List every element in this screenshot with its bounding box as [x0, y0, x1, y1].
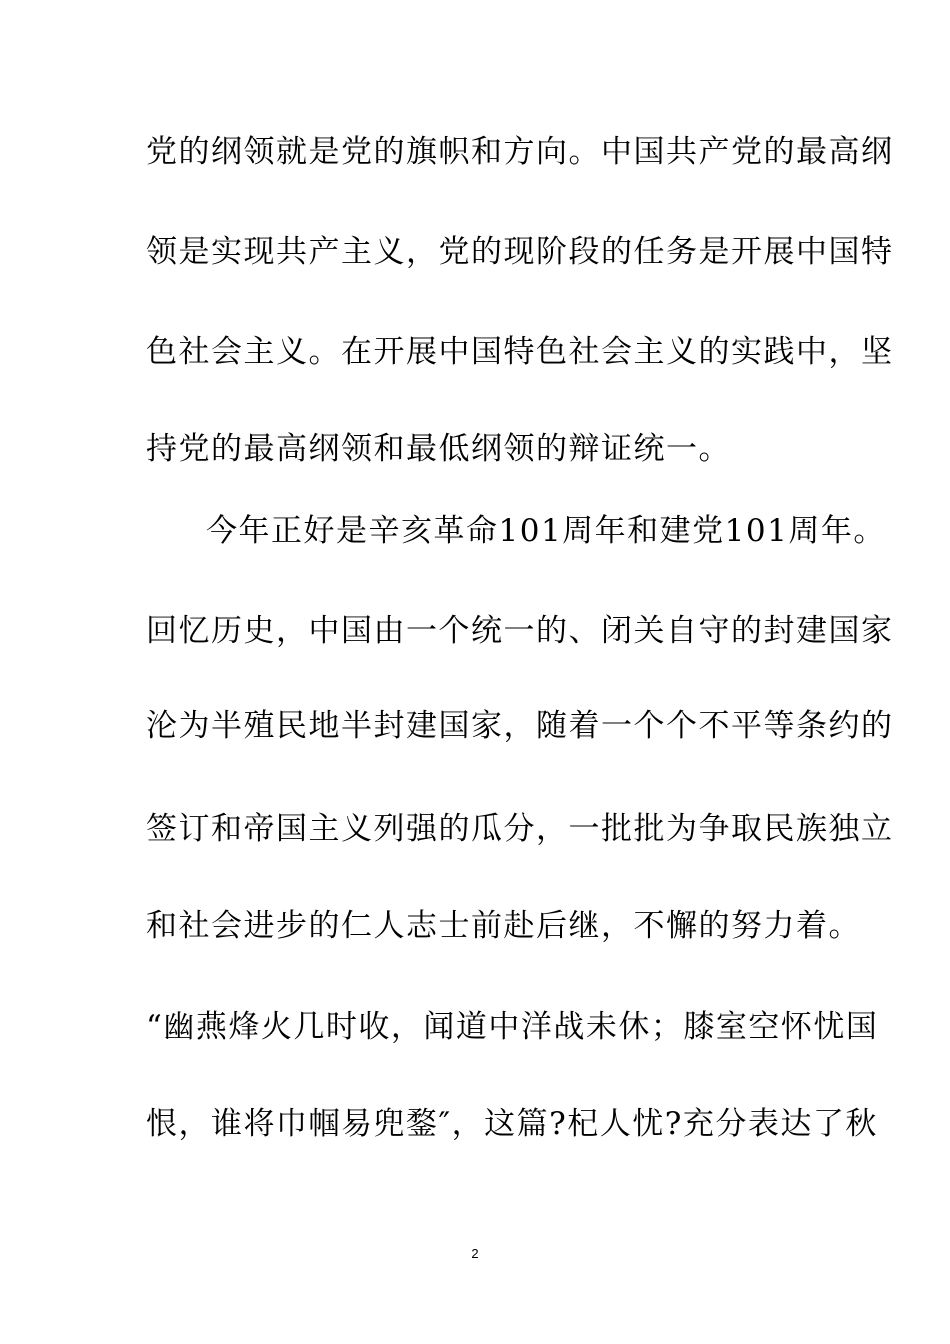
page-number: 2: [471, 1246, 479, 1261]
text-line-3: 色社会主义。在开展中国特色社会主义的实践中，坚: [146, 334, 894, 370]
text-line-6: 回忆历史，中国由一个统一的、闭关自守的封建国家: [146, 613, 894, 649]
text-line-2: 领是实现共产主义，党的现阶段的任务是开展中国特: [146, 234, 894, 270]
text-line-11: 恨，谁将巾帼易兜鍪″，这篇?杞人忧?充分表达了秋: [146, 1106, 878, 1142]
text-line-8: 签订和帝国主义列强的瓜分，一批批为争取民族独立: [146, 811, 894, 847]
text-line-4: 持党的最高纲领和最低纲领的辩证统一。: [146, 431, 731, 467]
text-line-7: 沦为半殖民地半封建国家，随着一个个不平等条约的: [146, 708, 894, 744]
text-line-10: “幽燕烽火几时收，闻道中洋战未休；膝室空怀忧国: [146, 1009, 879, 1045]
text-line-9: 和社会进步的仁人志士前赴后继，不懈的努力着。: [146, 908, 861, 944]
text-line-1: 党的纲领就是党的旗帜和方向。中国共产党的最高纲: [146, 134, 894, 170]
paragraph-start-line: 今年正好是辛亥革命101周年和建党101周年。: [206, 513, 886, 549]
